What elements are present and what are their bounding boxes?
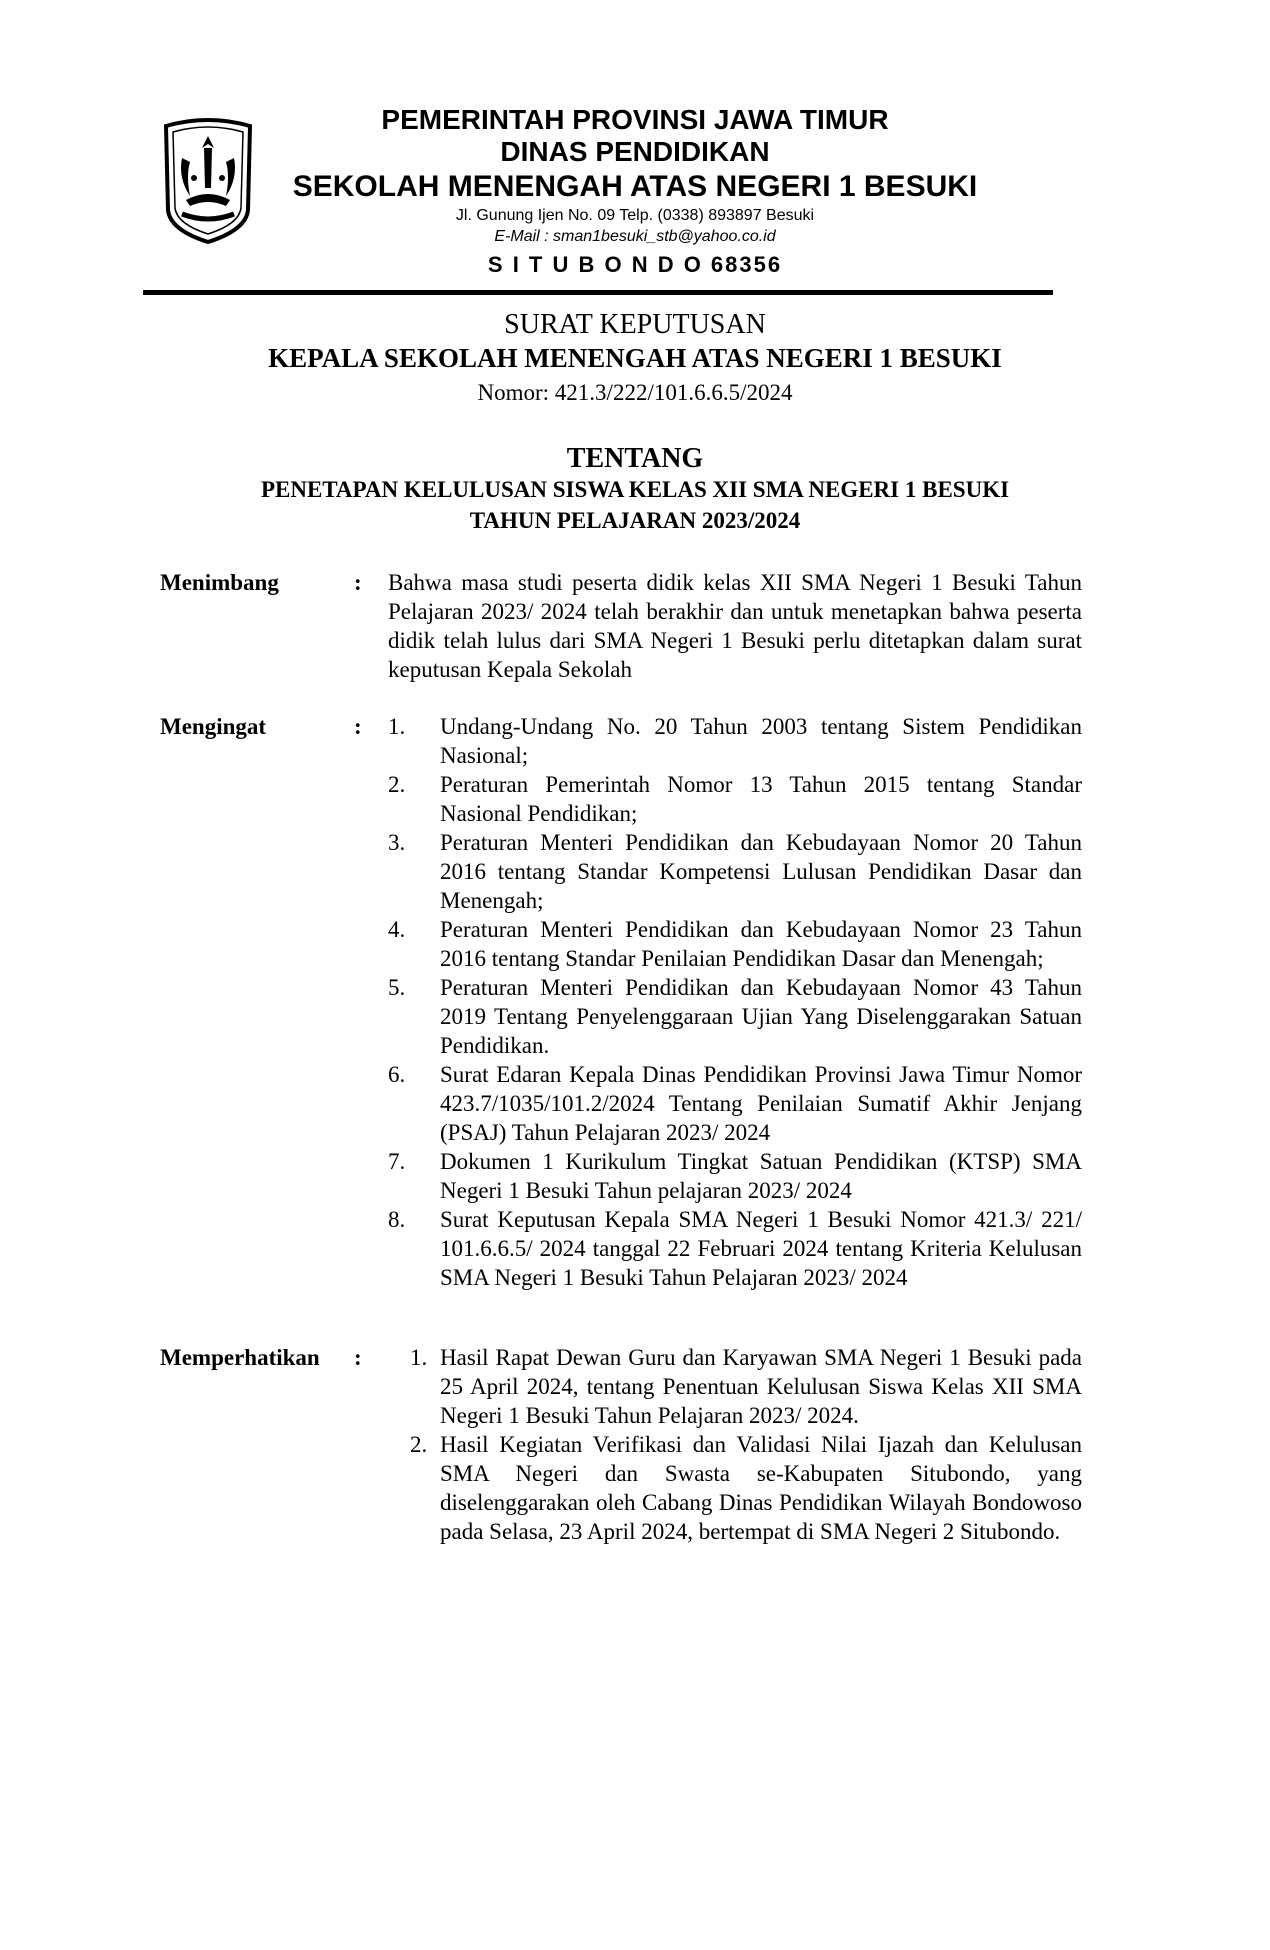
school-name: SEKOLAH MENENGAH ATAS NEGERI 1 BESUKI xyxy=(292,170,978,203)
list-item xyxy=(388,1205,1082,1292)
menimbang-text: Bahwa masa studi peserta didik kelas XII SMA Negeri 1 Besuki Tahun Pelajaran 2023/ 2024 telah berakhir dan untuk menetapkan bahwa peserta didik telah lulus dari SMA Negeri 1 Besuki perlu ditetapkan dalam surat keputusan Kepala Sekolah xyxy=(388,570,1082,682)
school-address: Jl. Gunung Ijen No. 09 Telp. (0338) 893897 Besuki xyxy=(455,207,815,224)
item-number: 7. xyxy=(388,1149,406,1174)
item-text: Hasil Rapat Dewan Guru dan Karyawan SMA Negeri 1 Besuki pada 25 April 2024, tentang Penentuan Kelulusan Siswa Kelas XII SMA Negeri 1 Besuki Tahun Pelajaran 2023/ 2024. xyxy=(440,1345,1082,1428)
list-item xyxy=(388,828,1082,915)
school-email: E-Mail : sman1besuki_stb@yahoo.co.id xyxy=(494,228,776,245)
document-number: Nomor: 421.3/222/101.6.6.5/2024 xyxy=(477,380,793,405)
memperhatikan-list xyxy=(388,1343,1082,1546)
list-item xyxy=(388,1343,1082,1430)
item-number: 8. xyxy=(388,1207,406,1232)
government-name: PEMERINTAH PROVINSI JAWA TIMUR xyxy=(381,104,889,135)
list-item xyxy=(388,973,1082,1060)
item-number: 2. xyxy=(410,1432,428,1457)
list-item xyxy=(388,770,1082,828)
mengingat-colon: : xyxy=(354,714,362,739)
item-text: Surat Edaran Kepala Dinas Pendidikan Provinsi Jawa Timur Nomor 423.7/1035/101.2/2024 Tentang Penilaian Sumatif Akhir Jenjang (PSAJ) Tahun Pelajaran 2023/ 2024 xyxy=(440,1062,1082,1145)
item-number: 4. xyxy=(388,917,406,942)
document-issuer: KEPALA SEKOLAH MENENGAH ATAS NEGERI 1 BESUKI xyxy=(268,343,1002,373)
item-number: 1. xyxy=(410,1345,428,1370)
letterhead-divider xyxy=(143,290,1053,295)
list-item xyxy=(388,1147,1082,1205)
item-number: 5. xyxy=(388,975,406,1000)
item-text: Peraturan Pemerintah Nomor 13 Tahun 2015 tentang Standar Nasional Pendidikan; xyxy=(440,772,1082,826)
about-heading: TENTANG xyxy=(566,443,704,474)
menimbang-colon: : xyxy=(354,570,362,595)
item-text: Surat Keputusan Kepala SMA Negeri 1 Besuki Nomor 421.3/ 221/ 101.6.6.5/ 2024 tanggal 22 Februari 2024 tentang Kriteria Kelulusan SMA Negeri 1 Besuki Tahun Pelajaran 2023/ 2024 xyxy=(440,1207,1082,1290)
department-name: DINAS PENDIDIKAN xyxy=(500,136,770,167)
list-item xyxy=(388,915,1082,973)
item-text: Peraturan Menteri Pendidikan dan Kebudayaan Nomor 20 Tahun 2016 tentang Standar Kompetensi Lulusan Pendidikan Dasar dan Menengah; xyxy=(440,830,1082,913)
item-text: Hasil Kegiatan Verifikasi dan Validasi Nilai Ijazah dan Kelulusan SMA Negeri dan Swasta se-Kabupaten Situbondo, yang diselenggarakan oleh Cabang Dinas Pendidikan Wilayah Bondowoso pada Selasa, 23 April 2024, bertempat di SMA Negeri 2 Situbondo. xyxy=(440,1432,1082,1544)
item-text: Peraturan Menteri Pendidikan dan Kebudayaan Nomor 43 Tahun 2019 Tentang Penyelenggaraan Ujian Yang Diselenggarakan Satuan Pendidikan. xyxy=(440,975,1082,1058)
item-text: Dokumen 1 Kurikulum Tingkat Satuan Pendidikan (KTSP) SMA Negeri 1 Besuki Tahun pelajaran 2023/ 2024 xyxy=(440,1149,1082,1203)
memperhatikan-colon: : xyxy=(354,1345,362,1370)
mengingat-list xyxy=(388,712,1082,1292)
list-item xyxy=(388,1430,1082,1546)
item-number: 3. xyxy=(388,830,406,855)
item-number: 2. xyxy=(388,772,406,797)
menimbang-label: Menimbang xyxy=(160,570,279,595)
item-number: 6. xyxy=(388,1062,406,1087)
list-item xyxy=(388,1060,1082,1147)
school-city: S I T U B O N D O 68356 xyxy=(487,252,783,277)
item-text: Peraturan Menteri Pendidikan dan Kebudayaan Nomor 23 Tahun 2016 tentang Standar Penilaian Pendidikan Dasar dan Menengah; xyxy=(440,917,1082,971)
item-number: 1. xyxy=(388,714,406,739)
item-text: Undang-Undang No. 20 Tahun 2003 tentang Sistem Pendidikan Nasional; xyxy=(440,714,1082,768)
subject-line-1: PENETAPAN KELULUSAN SISWA KELAS XII SMA NEGERI 1 BESUKI xyxy=(260,477,1010,502)
document-type: SURAT KEPUTUSAN xyxy=(504,309,766,340)
memperhatikan-label: Memperhatikan xyxy=(160,1345,320,1370)
list-item xyxy=(388,712,1082,770)
east-java-coat-of-arms-icon xyxy=(160,118,256,246)
mengingat-label: Mengingat xyxy=(160,714,267,739)
subject-line-2: TAHUN PELAJARAN 2023/2024 xyxy=(469,508,801,533)
